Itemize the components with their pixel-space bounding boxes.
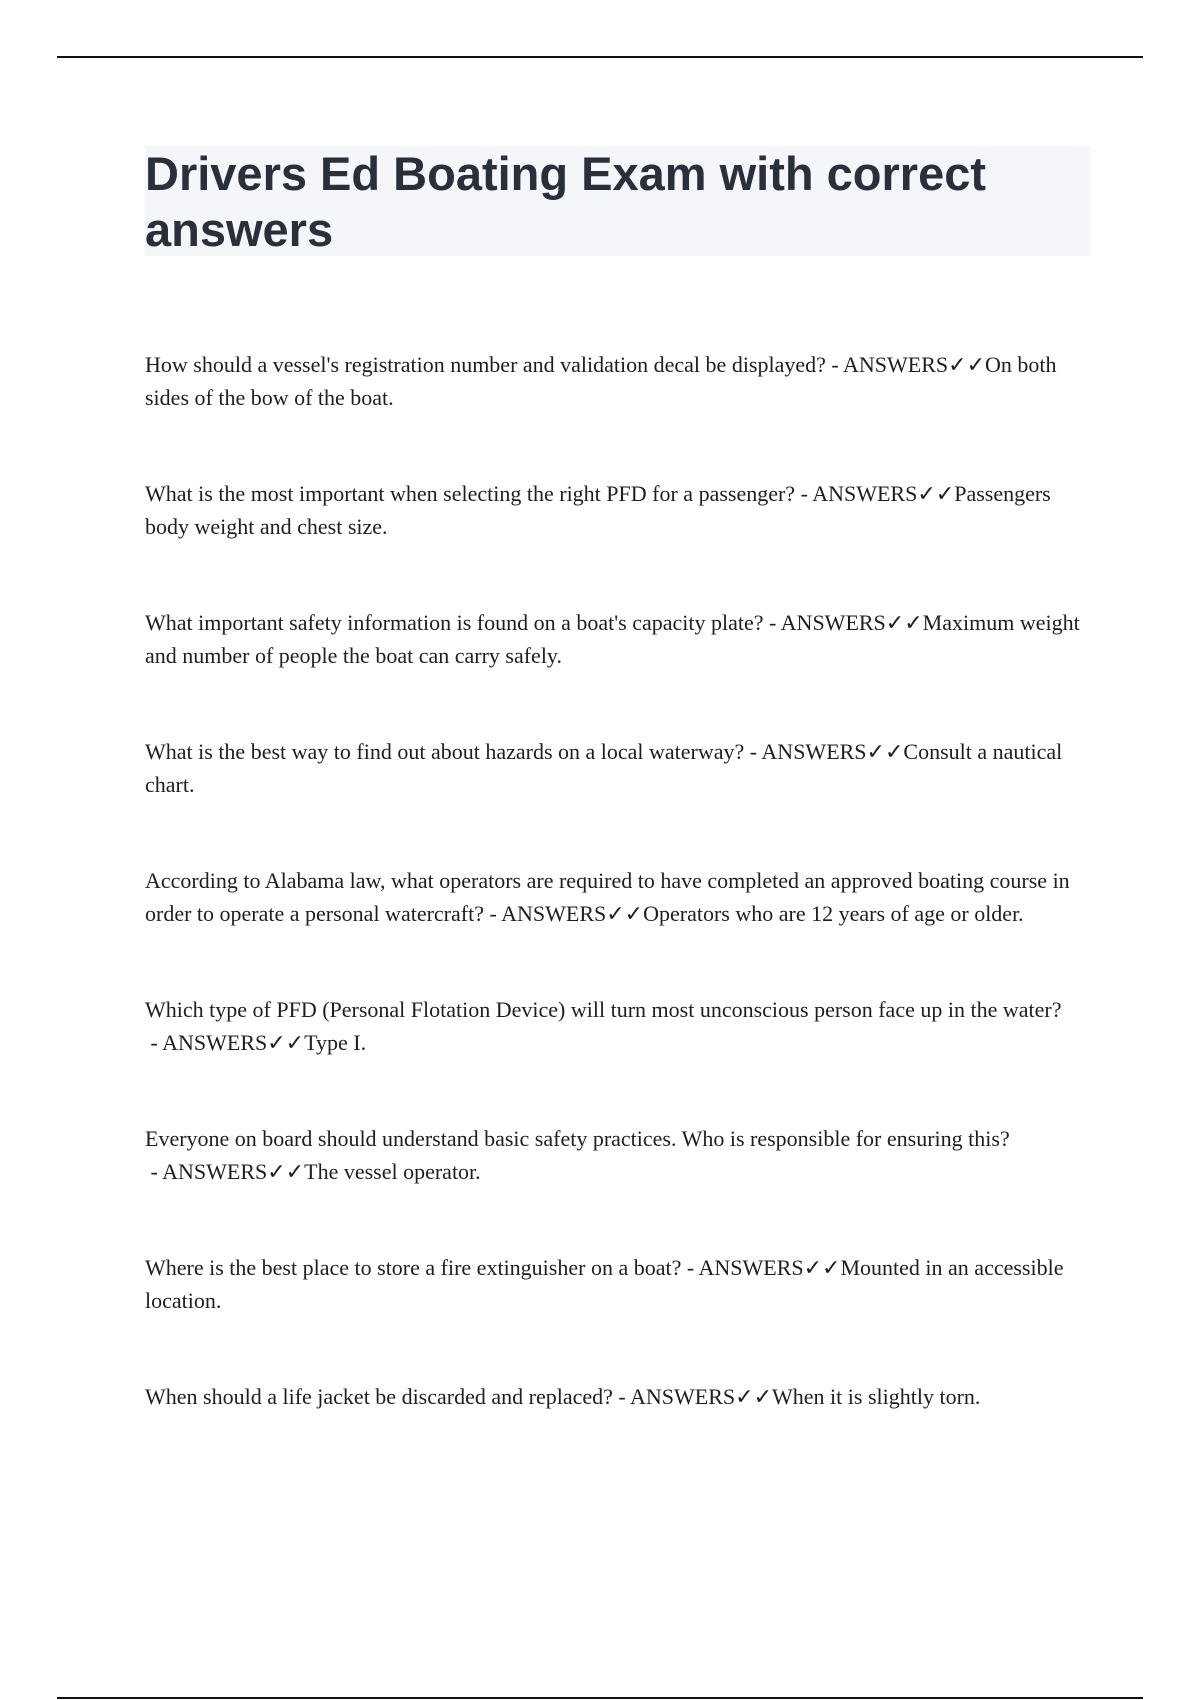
qa-item	[145, 1380, 1085, 1413]
answer-marker: ANSWERS✓✓	[843, 352, 986, 377]
top-rule	[57, 56, 1143, 58]
answer-text: Operators who are 12 years of age or older.	[643, 901, 1024, 926]
question-text: Where is the best place to store a fire extinguisher on a boat?	[145, 1255, 682, 1280]
document-title: Drivers Ed Boating Exam with correct answers	[145, 147, 987, 256]
answer-marker: ANSWERS✓✓	[780, 610, 923, 635]
answer-marker: ANSWERS✓✓	[162, 1030, 305, 1055]
separator: -	[825, 352, 844, 377]
answer-text: Consult a nautical chart.	[145, 739, 1063, 797]
question-text: What important safety information is found on a boat's capacity plate?	[145, 610, 764, 635]
qa-item	[145, 1251, 1085, 1317]
title-block	[145, 146, 1090, 256]
question-text: When should a life jacket be discarded and replaced?	[145, 1384, 613, 1409]
qa-item	[145, 1122, 1085, 1188]
qa-item	[145, 864, 1085, 930]
answer-text: The vessel operator.	[304, 1159, 481, 1184]
answer-marker: ANSWERS✓✓	[698, 1255, 841, 1280]
question-text: How should a vessel's registration number and validation decal be displayed?	[145, 352, 826, 377]
answer-text: Mounted in an accessible location.	[145, 1255, 1064, 1313]
bottom-rule	[57, 1697, 1143, 1699]
answer-marker: ANSWERS✓✓	[630, 1384, 773, 1409]
separator: -	[681, 1255, 699, 1280]
answer-text: Type I.	[304, 1030, 367, 1055]
question-text: According to Alabama law, what operators are required to have completed an approved boating course in order to operate a personal watercraft?	[145, 868, 1070, 926]
separator: -	[145, 1159, 163, 1184]
answer-text: Maximum weight and number of people the boat can carry safely.	[145, 610, 1080, 668]
separator: -	[795, 481, 813, 506]
qa-item	[145, 477, 1085, 543]
qa-item	[145, 348, 1085, 414]
qa-item	[145, 993, 1085, 1059]
answer-marker: ANSWERS✓✓	[162, 1159, 305, 1184]
answer-marker: ANSWERS✓✓	[761, 739, 904, 764]
answer-text: Passengers body weight and chest size.	[145, 481, 1051, 539]
answer-text: On both sides of the bow of the boat.	[145, 352, 1057, 410]
answer-marker: ANSWERS✓✓	[812, 481, 955, 506]
qa-item	[145, 735, 1085, 801]
question-text: What is the most important when selecting the right PFD for a passenger?	[145, 481, 796, 506]
separator: -	[763, 610, 781, 635]
question-text: Everyone on board should understand basic safety practices. Who is responsible for ensuring this?	[145, 1126, 1010, 1151]
separator: -	[744, 739, 762, 764]
question-text: Which type of PFD (Personal Flotation Device) will turn most unconscious person face up in the water?	[145, 997, 1062, 1022]
qa-item	[145, 606, 1085, 672]
separator: -	[483, 901, 502, 926]
separator: -	[145, 1030, 163, 1055]
answer-text: When it is slightly torn.	[772, 1384, 981, 1409]
separator: -	[612, 1384, 631, 1409]
answer-marker: ANSWERS✓✓	[501, 901, 644, 926]
qa-list	[145, 348, 1085, 1413]
question-text: What is the best way to find out about hazards on a local waterway?	[145, 739, 745, 764]
